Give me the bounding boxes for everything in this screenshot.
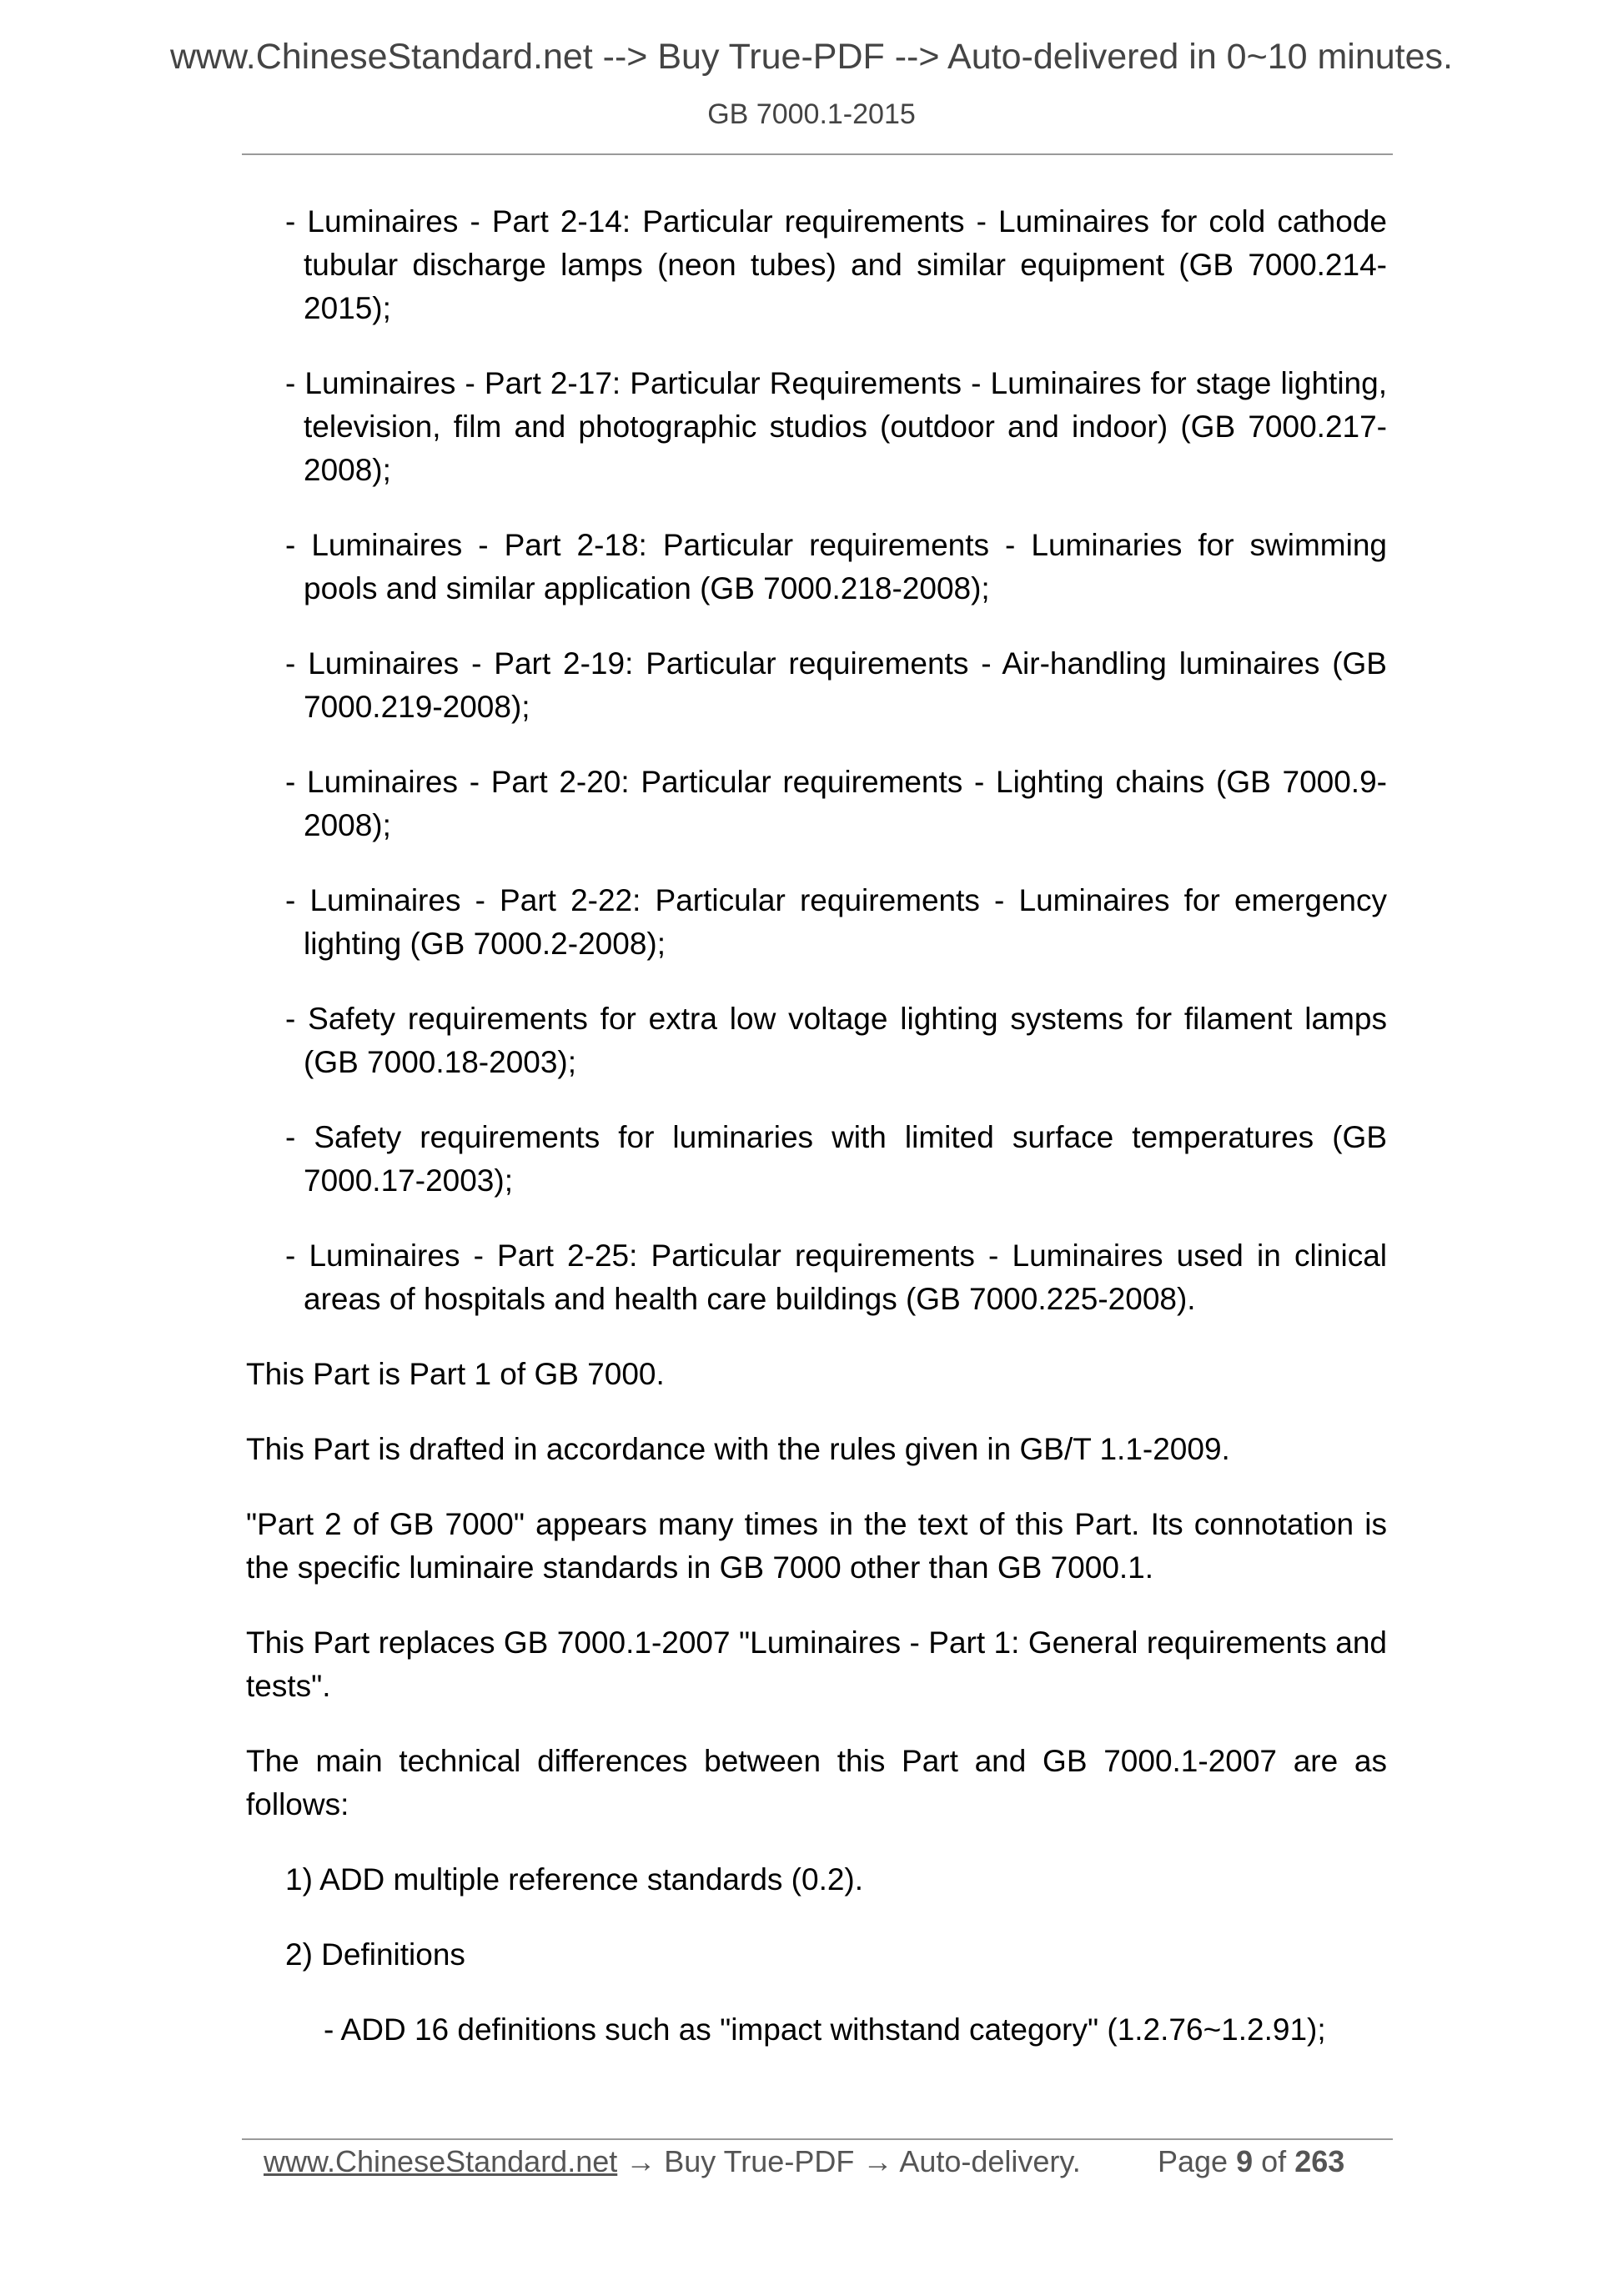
list-item: - Luminaires - Part 2-14: Particular requirements - Luminaires for cold cathode tubular discharge lamps (neon tubes) and similar equipment (GB 7000.214-2015); — [285, 204, 1387, 325]
list-item: - Safety requirements for luminaries with limited surface temperatures (GB 7000.17-2003); — [285, 1120, 1387, 1198]
list-item: - Luminaires - Part 2-20: Particular requirements - Lighting chains (GB 7000.9-2008); — [285, 765, 1387, 842]
total-pages: 263 — [1294, 2144, 1345, 2178]
of-label: of — [1261, 2144, 1287, 2178]
page-content — [246, 200, 1387, 2083]
paragraph: This Part is Part 1 of GB 7000. — [246, 1357, 665, 1391]
numbered-item: 1) ADD multiple reference standards (0.2). — [285, 1862, 864, 1897]
header-divider — [242, 153, 1393, 155]
list-item: - Luminaires - Part 2-17: Particular Requirements - Luminaires for stage lighting, television, film and photographic studios (outdoor and indoor) (GB 7000.217-2008); — [285, 366, 1387, 487]
footer-divider — [242, 2138, 1393, 2140]
footer-promo-text: → Buy True-PDF → Auto-delivery. — [617, 2144, 1081, 2178]
paragraph: "Part 2 of GB 7000" appears many times in the text of this Part. Its connotation is the specific luminaire standards in GB 7000 other than GB 7000.1. — [246, 1507, 1387, 1585]
document-code: GB 7000.1-2015 — [707, 98, 916, 130]
list-item: - Luminaires - Part 2-19: Particular requirements - Air-handling luminaires (GB 7000.219-2008); — [285, 646, 1387, 724]
footer-site-link[interactable]: www.ChineseStandard.net — [264, 2144, 618, 2178]
list-item: - Luminaires - Part 2-18: Particular requirements - Luminaries for swimming pools and similar application (GB 7000.218-2008); — [285, 528, 1387, 605]
list-item: - Luminaires - Part 2-22: Particular requirements - Luminaires for emergency lighting (GB 7000.2-2008); — [285, 883, 1387, 961]
paragraph: This Part replaces GB 7000.1-2007 "Luminaires - Part 1: General requirements and tests". — [246, 1625, 1387, 1703]
paragraph: This Part is drafted in accordance with the rules given in GB/T 1.1-2009. — [246, 1432, 1230, 1466]
list-item: - Safety requirements for extra low voltage lighting systems for filament lamps (GB 7000.18-2003); — [285, 1002, 1387, 1079]
footer — [264, 2143, 1345, 2180]
page-indicator — [1158, 2143, 1344, 2180]
list-item: - Luminaires - Part 2-25: Particular requirements - Luminaires used in clinical areas of hospitals and health care buildings (GB 7000.225-2008). — [285, 1238, 1387, 1316]
page-label: Page — [1158, 2144, 1229, 2178]
top-banner: www.ChineseStandard.net --> Buy True-PDF --> Auto-delivered in 0~10 minutes. — [169, 37, 1453, 77]
sub-list-item: - ADD 16 definitions such as "impact withstand category" (1.2.76~1.2.91); — [324, 2012, 1326, 2047]
paragraph: The main technical differences between this Part and GB 7000.1-2007 are as follows: — [246, 1744, 1387, 1821]
page-number: 9 — [1236, 2144, 1254, 2178]
numbered-item: 2) Definitions — [285, 1937, 465, 1972]
